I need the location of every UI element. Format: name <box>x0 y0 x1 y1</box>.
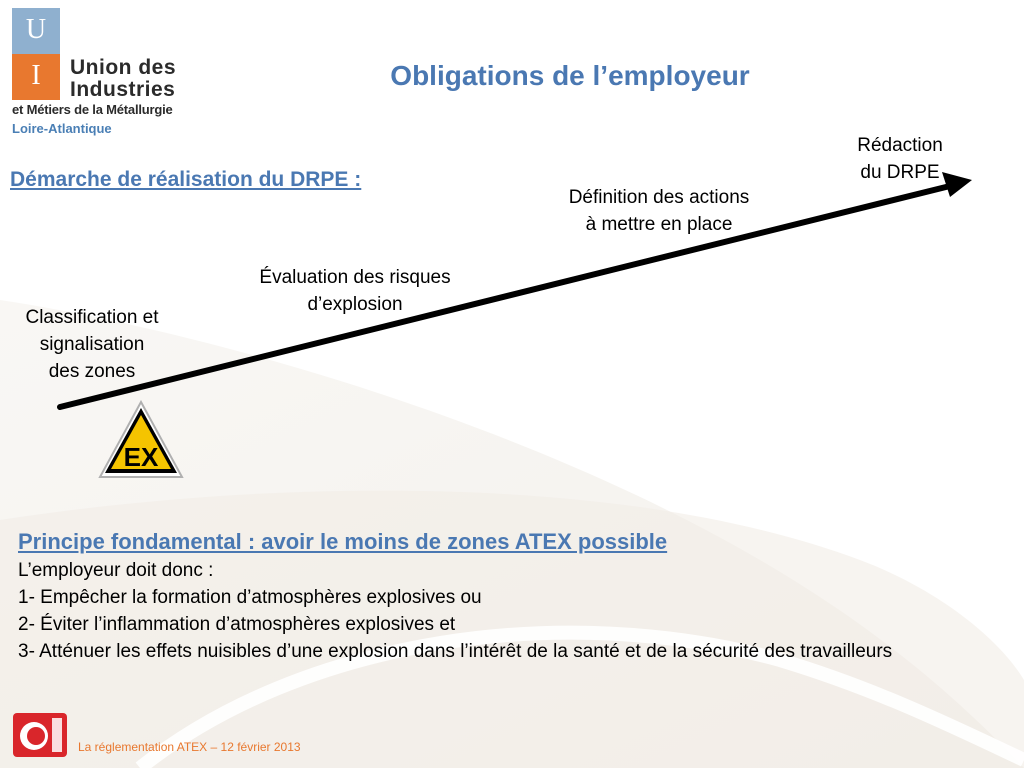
footer-text: La réglementation ATEX – 12 février 2013 <box>78 740 301 754</box>
uimm-logo <box>12 8 192 140</box>
principle-title: Principe fondamental : avoir le moins de zones ATEX possible <box>18 529 668 554</box>
footer-logo-icon <box>12 712 68 758</box>
arrow-line <box>60 186 950 407</box>
principle-line-2: 2- Éviter l’inflammation d’atmosphères explosives et <box>18 614 456 635</box>
atex-warning-icon <box>98 400 184 480</box>
logo-text-line1: Union des <box>70 56 177 79</box>
logo-text-line3: et Métiers de la Métallurgie <box>12 102 173 117</box>
logo-text-line2: Industries <box>70 78 176 101</box>
principle-line-intro: L’employeur doit donc : <box>18 560 214 581</box>
step-classification: Classification et signalisation des zones <box>25 307 159 382</box>
atex-sign-text: EX <box>123 442 159 472</box>
step-definition: Définition des actions à mettre en place <box>568 187 750 235</box>
slide-title: Obligations de l’employeur <box>390 60 750 91</box>
principle-block <box>18 528 1008 665</box>
section-subtitle: Démarche de réalisation du DRPE : <box>10 168 362 191</box>
logo-letter-u: U <box>12 8 60 54</box>
step-evaluation: Évaluation des risques d’explosion <box>259 267 451 315</box>
principle-line-1: 1- Empêcher la formation d’atmosphères explosives ou <box>18 587 482 608</box>
principle-line-3: 3- Atténuer les effets nuisibles d’une explosion dans l’intérêt de la santé et de la sécurité des travailleurs <box>18 641 893 662</box>
logo-letter-i: I <box>12 54 60 100</box>
logo-text-line4: Loire-Atlantique <box>12 121 112 136</box>
step-redaction: Rédaction du DRPE <box>857 135 943 183</box>
